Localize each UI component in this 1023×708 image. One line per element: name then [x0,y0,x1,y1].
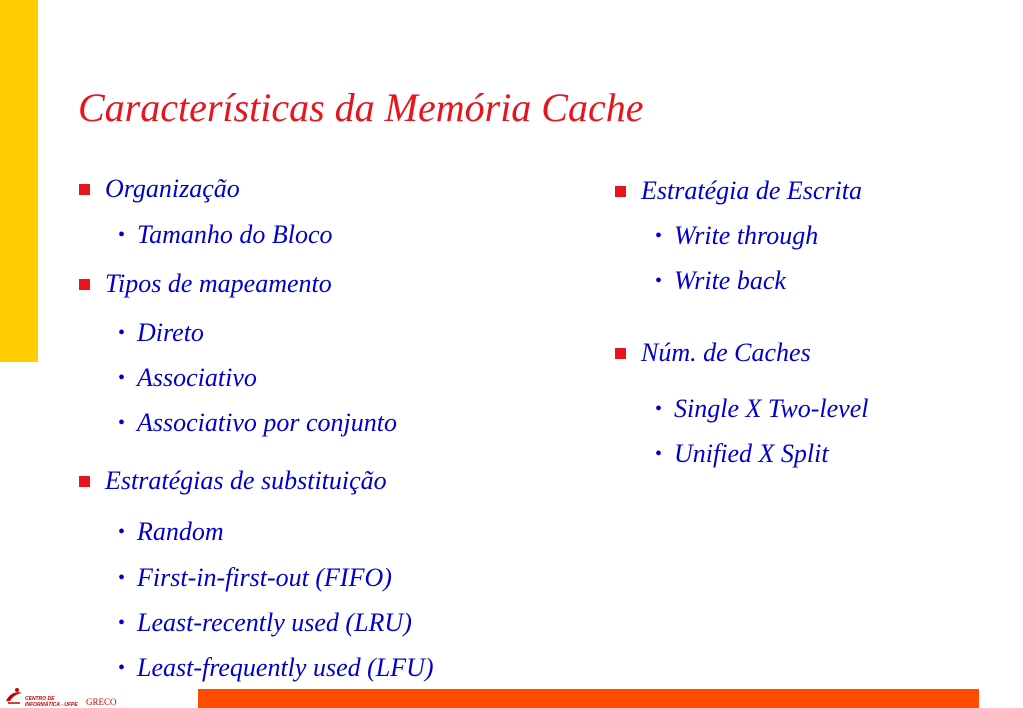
bullet-dot-icon: • [118,521,126,543]
list-item: Tamanho do Bloco [137,220,333,249]
list-item: Single X Two-level [674,394,869,423]
cin-logo-icon [4,687,24,705]
list-item: First-in-first-out (FIFO) [137,563,392,592]
footer-org-line2: INFORMÁTICA - UFPE [25,702,78,708]
section-label: Núm. de Caches [641,338,811,367]
square-bullet-icon [79,476,90,487]
bullet-dot-icon: • [118,657,126,679]
bullet-dot-icon: • [118,367,126,389]
list-item: Direto [137,318,204,347]
square-bullet-icon [615,348,626,359]
bullet-dot-icon: • [655,225,663,247]
list-item: Associativo por conjunto [137,408,397,437]
bullet-dot-icon: • [118,567,126,589]
bullet-dot-icon: • [118,612,126,634]
list-item: Least-recently used (LRU) [137,608,412,637]
list-item: Associativo [137,363,257,392]
bullet-dot-icon: • [655,443,663,465]
slide-title: Características da Memória Cache [78,85,644,130]
list-item: Unified X Split [674,439,829,468]
list-item: Write through [674,221,819,250]
bullet-dot-icon: • [118,224,126,246]
bottom-accent-bar [198,689,979,708]
square-bullet-icon [79,184,90,195]
square-bullet-icon [615,186,626,197]
bullet-dot-icon: • [655,398,663,420]
footer-org-line1: CENTRO DE [25,696,55,702]
square-bullet-icon [79,279,90,290]
section-label: Estratégias de substituição [105,466,387,495]
footer-group-label: GRECO [86,697,117,707]
list-item: Least-frequently used (LFU) [137,653,434,682]
section-label: Organização [105,174,240,203]
section-label: Tipos de mapeamento [105,269,332,298]
left-accent-bar [0,0,38,362]
bullet-dot-icon: • [655,270,663,292]
list-item: Write back [674,266,786,295]
bullet-dot-icon: • [118,322,126,344]
list-item: Random [137,517,224,546]
bullet-dot-icon: • [118,412,126,434]
section-label: Estratégia de Escrita [641,176,862,205]
